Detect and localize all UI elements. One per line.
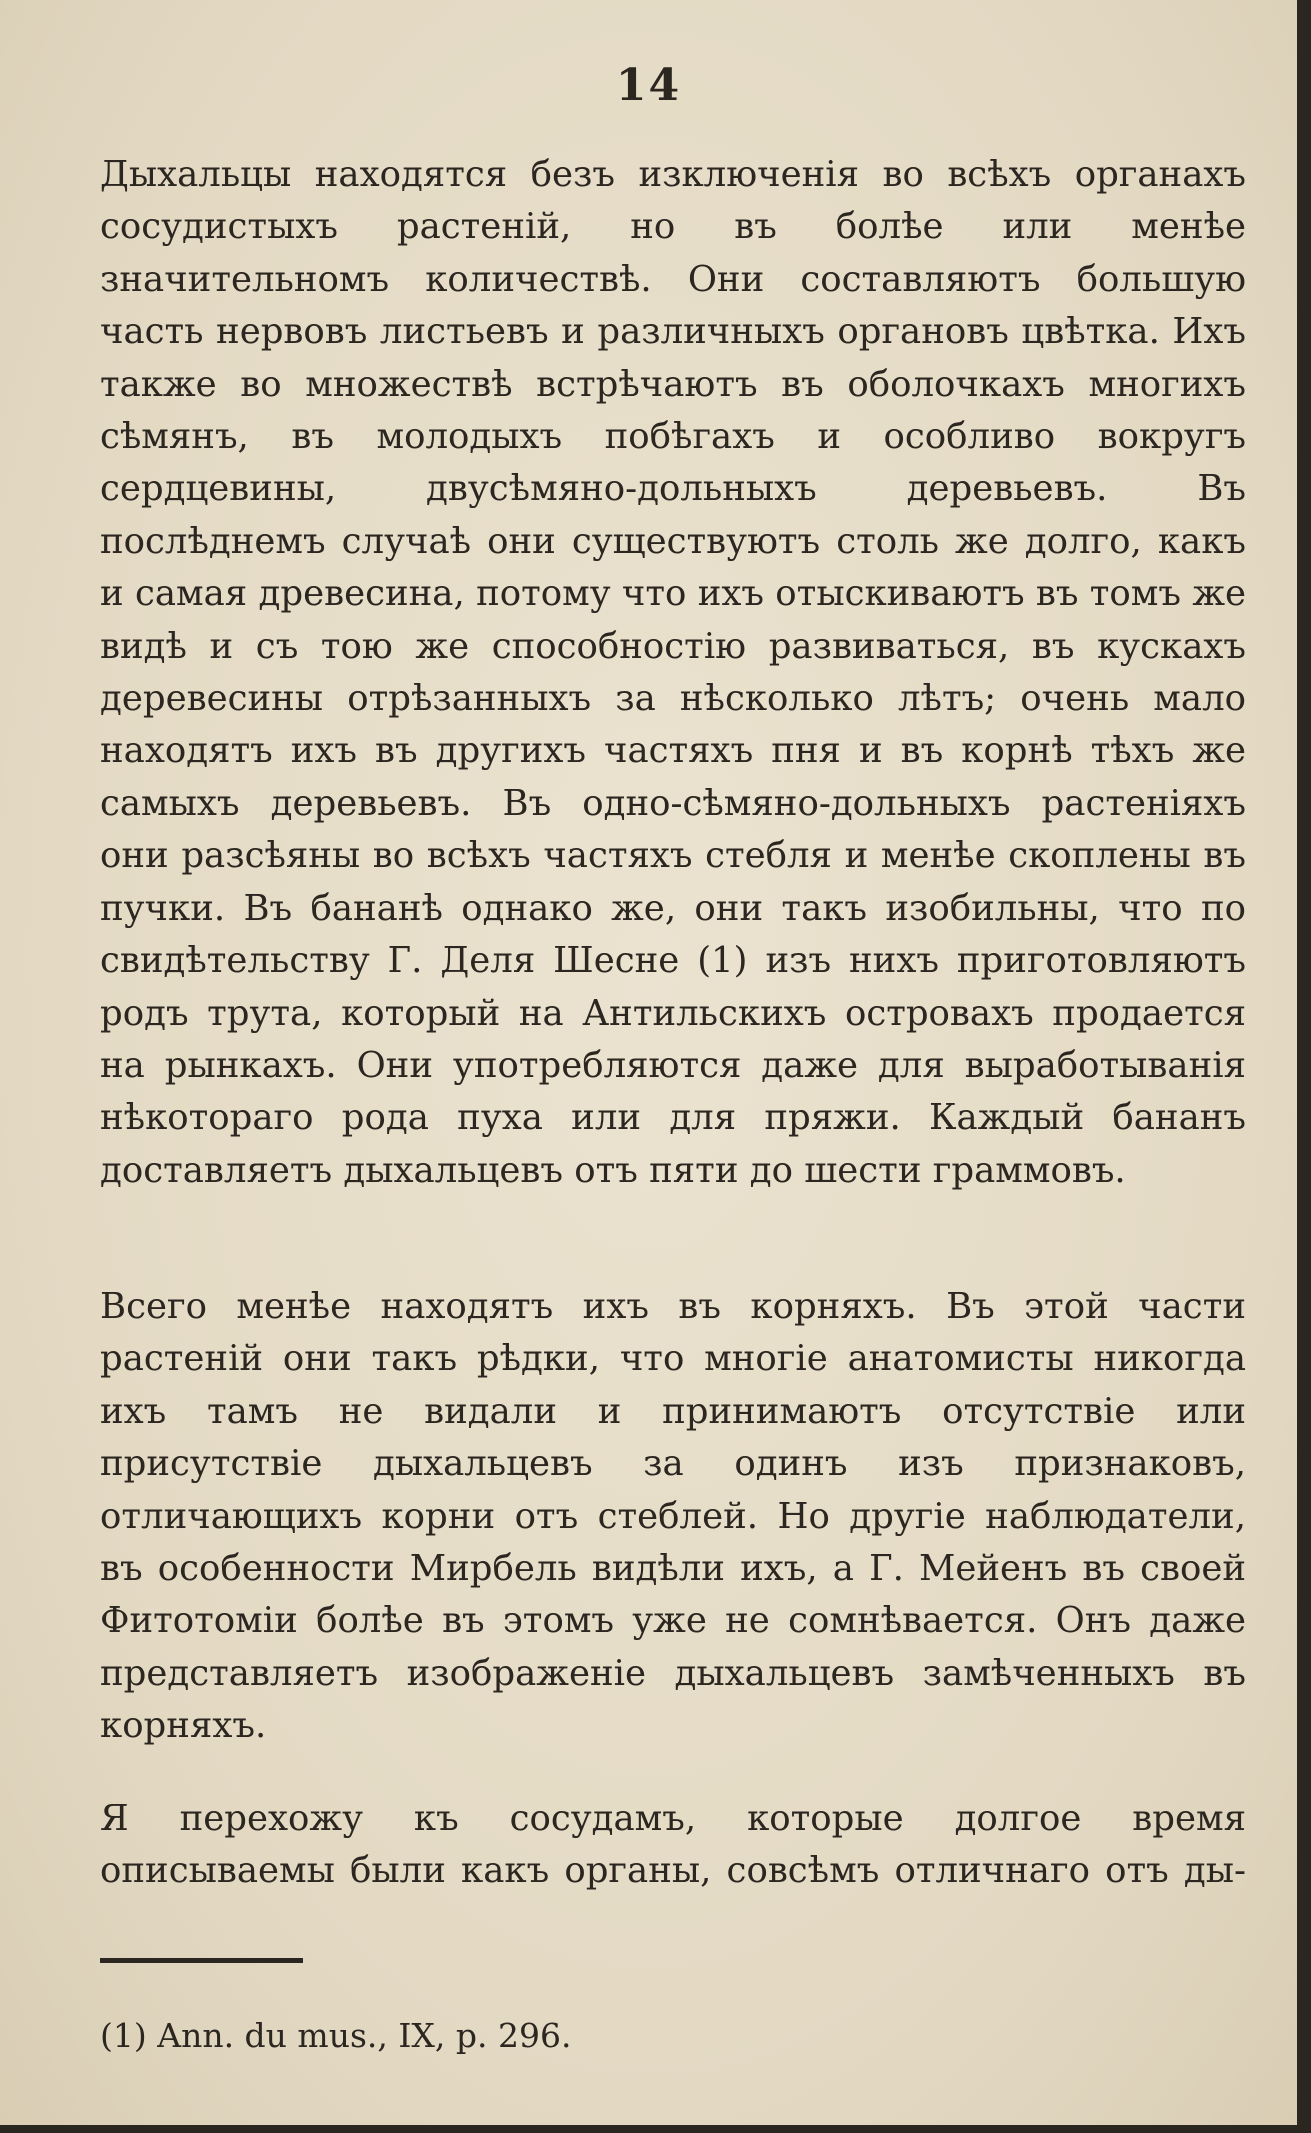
page-number: 14 [615,60,682,111]
footnote-divider [100,1958,303,1963]
paragraph-2: Всего менѣе находятъ ихъ въ корняхъ. Въ этой части растеній они такъ рѣдки, что многіе анатомисты никогда ихъ тамъ не видали и принимаютъ отсутствіе или присутствіе дыхальцевъ за одинъ изъ признаковъ, отличающихъ корни отъ стеблей. Но другіе наблюдатели, въ особенности Мирбель видѣли ихъ, а Г. Мейенъ въ своей Фитотоміи болѣе въ этомъ уже не сомнѣвается. Онъ даже представляетъ изображеніе дыхальцевъ замѣченныхъ въ корняхъ. [100,1286,1246,1747]
paragraph-3: Я перехожу къ сосудамъ, которые долгое время описываемы были какъ органы, совсѣмъ отличнаго отъ ды- [100,1798,1246,1892]
paragraph-1: Дыхальцы находятся безъ изключенія во всѣхъ органахъ сосудистыхъ растеній, но въ болѣе или менѣе значительномъ количествѣ. Они составляютъ большую часть нервовъ листьевъ и различныхъ органовъ цвѣтка. Ихъ также во множествѣ встрѣчаютъ въ оболочкахъ многихъ сѣмянъ, въ молодыхъ побѣгахъ и особливо вокругъ сердцевины, двусѣмяно-дольныхъ деревьевъ. Въ послѣднемъ случаѣ они существуютъ столь же долго, какъ и самая древесина, потому что ихъ отыскиваютъ въ томъ же видѣ и съ тою же способностію развиваться, въ кускахъ деревесины отрѣзанныхъ за нѣсколько лѣтъ; очень мало находятъ ихъ въ другихъ частяхъ пня и въ корнѣ тѣхъ же самыхъ деревьевъ. Въ одно-сѣмяно-дольныхъ растеніяхъ они разсѣяны во всѣхъ частяхъ стебля и менѣе скоплены въ пучки. Въ бананѣ однако же, они такъ изобильны, что по свидѣтельству Г. Деля Шесне (1) изъ нихъ приготовляютъ родъ трута, который на Антильскихъ островахъ продается на рынкахъ. Они употребляются даже для выработыванія нѣкотораго рода пуха или для пряжи. Каждый бананъ доставляетъ дыхальцевъ отъ пяти до шести граммовъ. [100,154,1246,1191]
footnote: (1) Ann. du mus., IX, p. 296. [100,2016,572,2055]
